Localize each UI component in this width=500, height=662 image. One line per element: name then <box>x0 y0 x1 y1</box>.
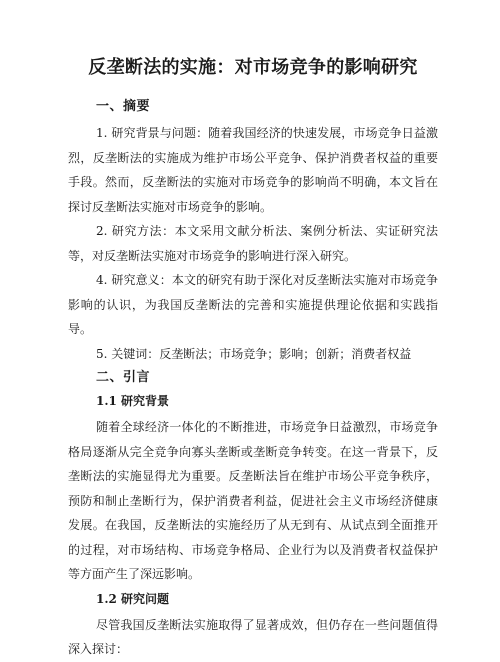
subsection-heading-background: 1.1 研究背景 <box>96 394 170 408</box>
subsection-heading-questions: 1.2 研究问题 <box>96 591 170 606</box>
section-heading-abstract: 一、摘要 <box>96 99 151 114</box>
intro-questions-paragraph: 尽管我国反垄断法实施取得了显著成效，但仍存在一些问题值得深入探讨： <box>68 617 438 656</box>
section-heading-intro: 二、引言 <box>96 370 151 385</box>
abstract-item-keywords: 5. 关键词：反垄断法；市场竞争；影响；创新；消费者权益 <box>96 346 412 361</box>
document-title: 反垄断法的实施：对市场竞争的影响研究 <box>88 57 418 78</box>
abstract-item-background: 1. 研究背景与问题：随着我国经济的快速发展，市场竞争日益激烈，反垄断法的实施成为维护市场公平竞争、保护消费者权益的重要手段。然而，反垄断法的实施对市场竞争的影响尚不明确，本文旨在探讨反垄断法实施对市场竞争的影响。 <box>68 126 438 214</box>
abstract-item-significance: 4. 研究意义：本文的研究有助于深化对反垄断法实施对市场竞争影响的认识，为我国反垄断法的完善和实施提供理论依据和实践指导。 <box>68 273 438 336</box>
intro-background-paragraph: 随着全球经济一体化的不断推进，市场竞争日益激烈，市场竞争格局逐渐从完全竞争向寡头垄断或垄断竞争转变。在这一背景下，反垄断法的实施显得尤为重要。反垄断法旨在维护市场公平竞争秩序，预防和制止垄断行为，保护消费者利益，促进社会主义市场经济健康发展。在我国，反垄断法的实施经历了从无到有、从试点到全面推开的过程，对市场结构、市场竞争格局、企业行为以及消费者权益保护等方面产生了深远影响。 <box>68 420 438 581</box>
abstract-item-method: 2. 研究方法：本文采用文献分析法、案例分析法、实证研究法等，对反垄断法实施对市场竞争的影响进行深入研究。 <box>68 224 438 263</box>
